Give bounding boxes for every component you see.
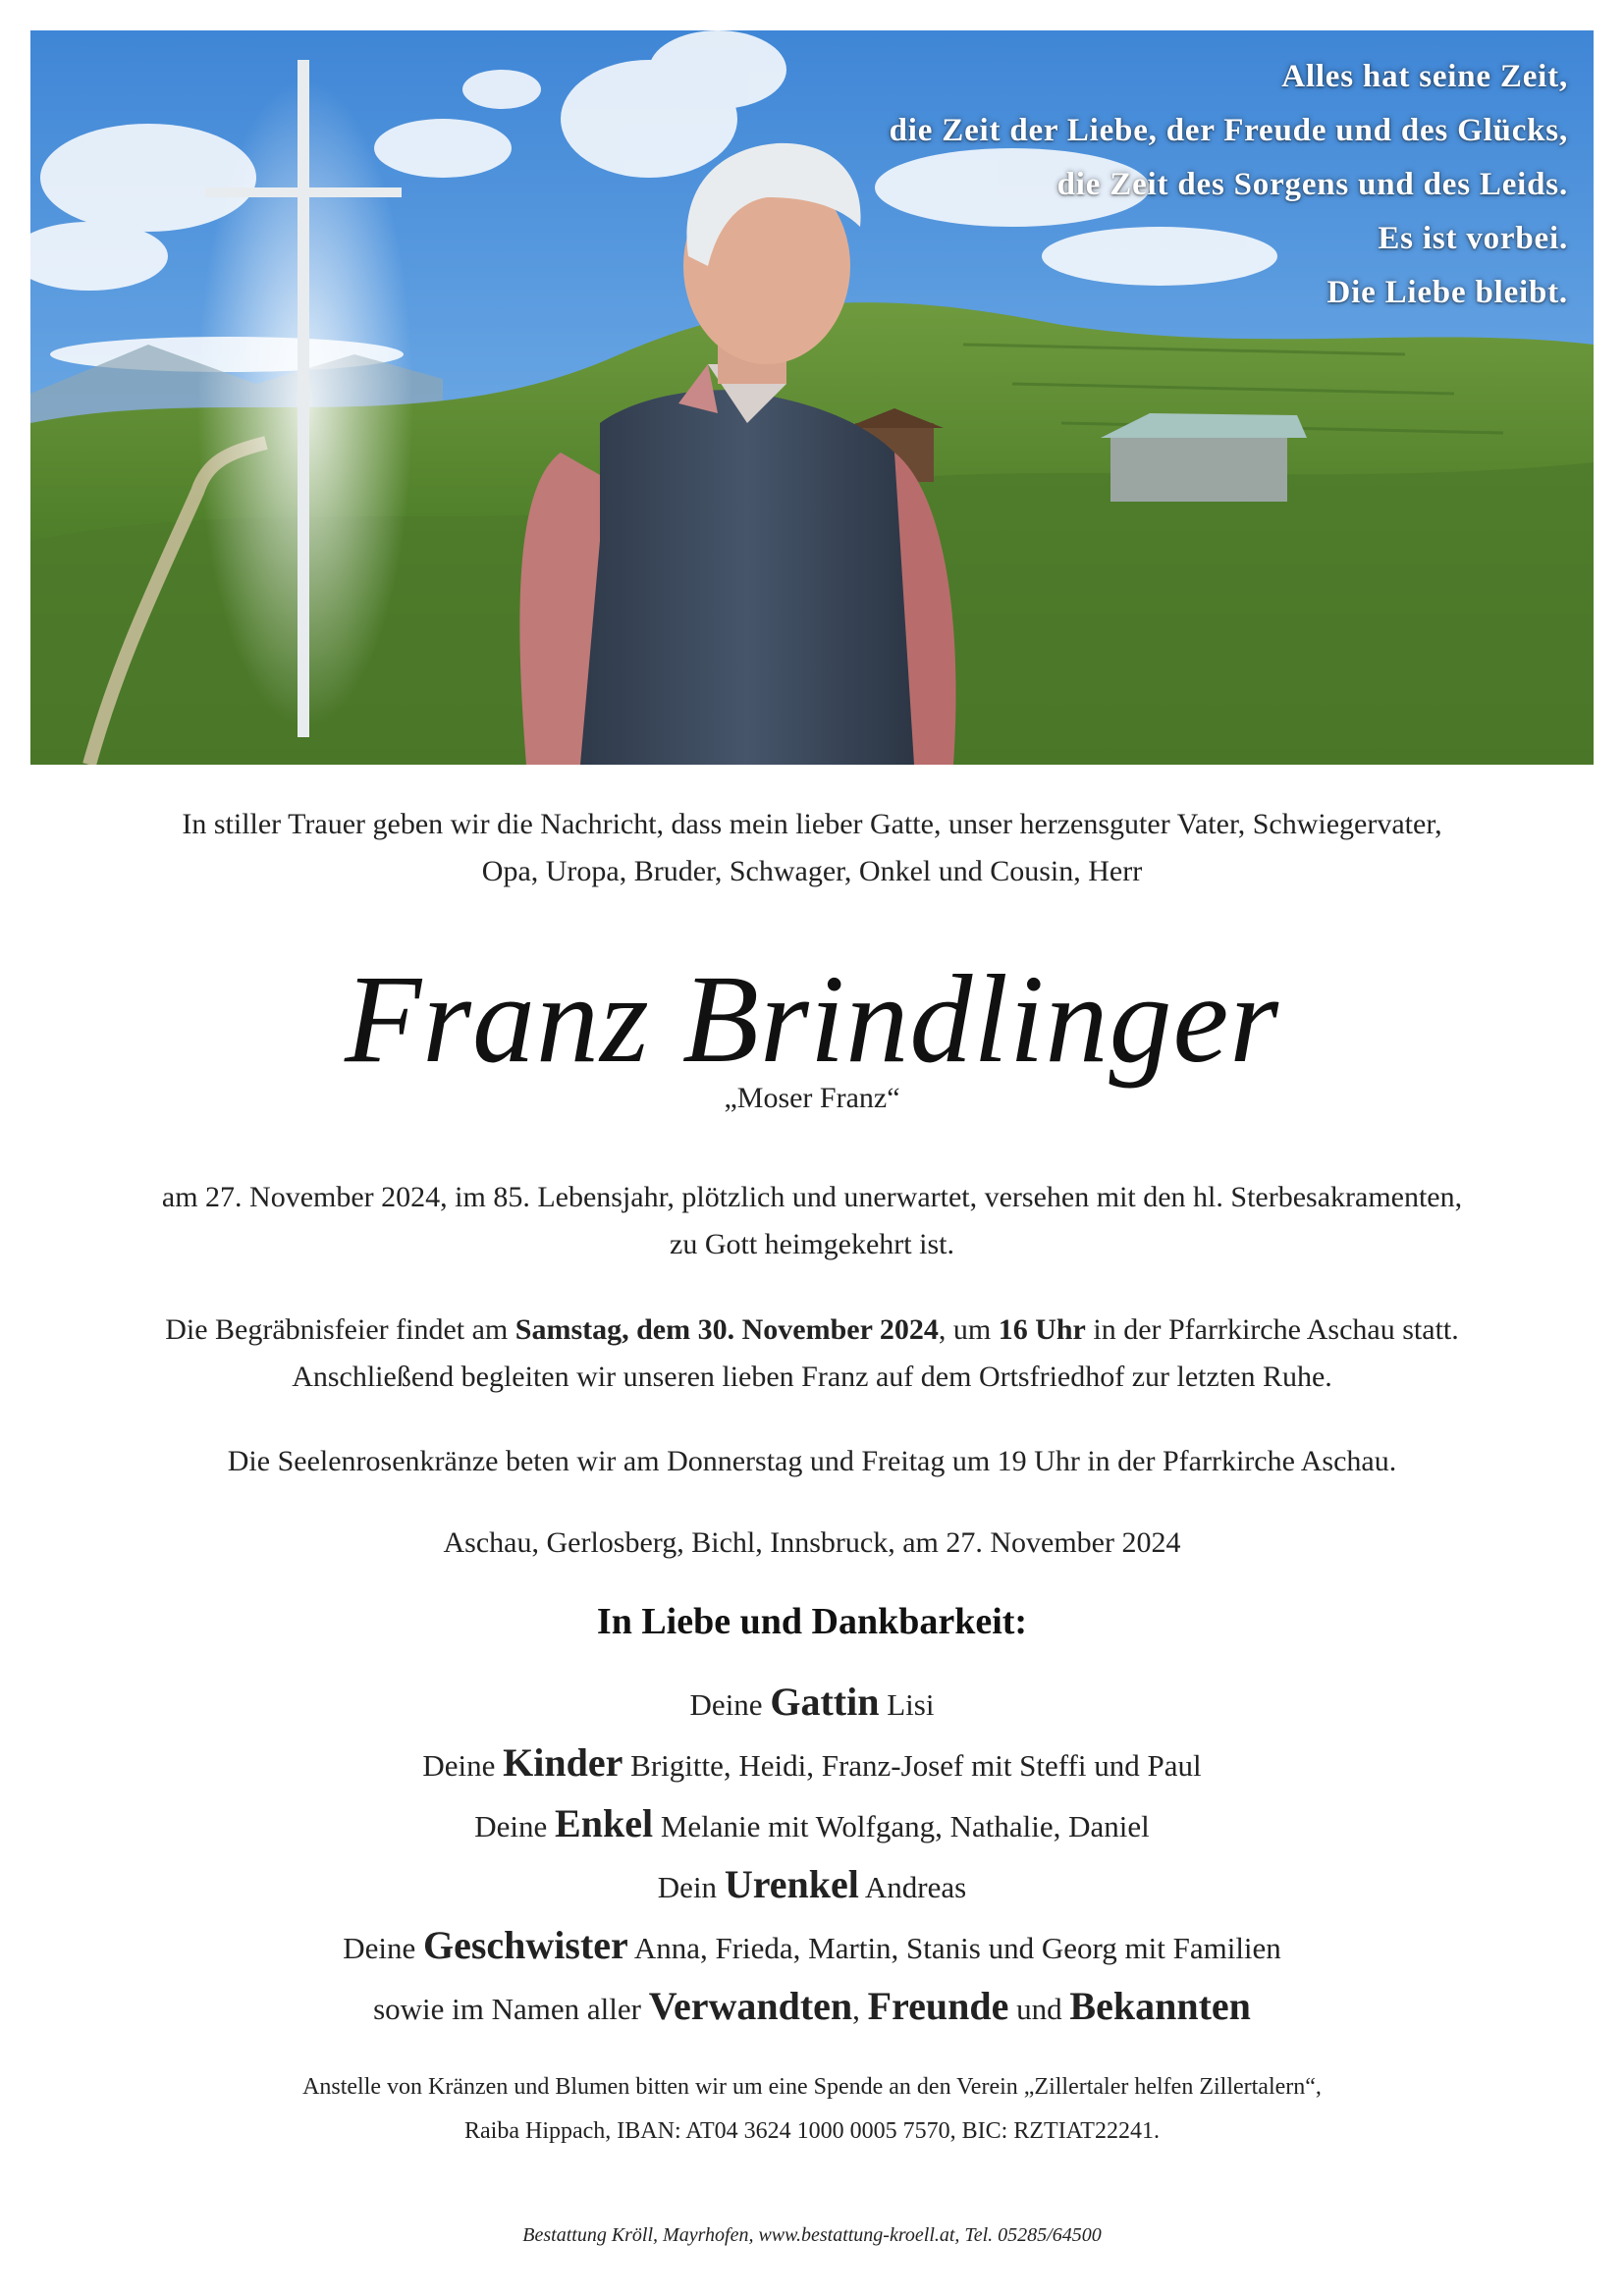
motto-line: die Zeit der Liebe, der Freude und des Glücks,	[889, 113, 1568, 148]
family-row: Deine Kinder Brigitte, Heidi, Franz-Josef mit Steffi und Paul	[422, 1740, 1202, 1785]
motto-line: Es ist vorbei.	[1378, 221, 1568, 256]
family-list	[0, 1673, 1624, 2038]
deceased-nickname: „Moser Franz“	[724, 1082, 900, 1114]
funeral-line: Die Begräbnisfeier findet am Samstag, dem 30. November 2024, um 16 Uhr in der Pfarrkirche Aschau statt.	[165, 1313, 1459, 1346]
family-row: Deine Geschwister Anna, Frieda, Martin, Stanis und Georg mit Familien	[343, 1923, 1281, 1967]
family-row: Dein Urenkel Andreas	[657, 1862, 967, 1906]
donation-line: Raiba Hippach, IBAN: AT04 3624 1000 0005 7570, BIC: RZTIAT22241.	[464, 2118, 1160, 2144]
motto-line: Alles hat seine Zeit,	[1281, 59, 1568, 94]
motto-line: Die Liebe bleibt.	[1326, 275, 1568, 310]
donation-line: Anstelle von Kränzen und Blumen bitten wir um eine Spende an den Verein „Zillertaler helfen Zillertalern“,	[302, 2074, 1322, 2100]
funeral-time: 16 Uhr	[998, 1313, 1086, 1346]
death-line: zu Gott heimgekehrt ist.	[670, 1228, 954, 1260]
motto-quote	[890, 50, 1568, 320]
place-date: Aschau, Gerlosberg, Bichl, Innsbruck, am 27. November 2024	[443, 1526, 1181, 1559]
death-line: am 27. November 2024, im 85. Lebensjahr, plötzlich und unerwartet, versehen mit den hl. Sterbesakramenten,	[161, 1181, 1463, 1213]
funeral-line: Anschließend begleiten wir unseren lieben Franz auf dem Ortsfriedhof zur letzten Ruhe.	[292, 1361, 1332, 1393]
intro-line: In stiller Trauer geben wir die Nachricht, dass mein lieber Gatte, unser herzensguter Vater, Schwiegervater,	[182, 808, 1442, 840]
deceased-name: Franz Brindlinger	[344, 949, 1280, 1089]
family-heading: In Liebe und Dankbarkeit:	[596, 1601, 1028, 1642]
family-row: Deine Gattin Lisi	[689, 1680, 935, 1724]
footer-undertaker: Bestattung Kröll, Mayrhofen, www.bestattung-kroell.at, Tel. 05285/64500	[522, 2224, 1102, 2246]
death-text	[0, 1174, 1624, 1268]
motto-line: die Zeit des Sorgens und des Leids.	[1056, 167, 1568, 202]
family-row: sowie im Namen aller Verwandten, Freunde und Bekannten	[373, 1984, 1251, 2028]
funeral-date: Samstag, dem 30. November 2024	[514, 1313, 939, 1346]
rosary-text: Die Seelenrosenkränze beten wir am Donnerstag und Freitag um 19 Uhr in der Pfarrkirche Aschau.	[227, 1445, 1397, 1477]
cross-icon	[298, 60, 309, 737]
hero-photo	[30, 30, 1594, 765]
funeral-text	[0, 1307, 1624, 1401]
intro-line: Opa, Uropa, Bruder, Schwager, Onkel und Cousin, Herr	[481, 855, 1143, 887]
donation-text	[0, 2065, 1624, 2154]
intro-text	[0, 801, 1624, 895]
family-row: Deine Enkel Melanie mit Wolfgang, Nathalie, Daniel	[474, 1801, 1150, 1845]
